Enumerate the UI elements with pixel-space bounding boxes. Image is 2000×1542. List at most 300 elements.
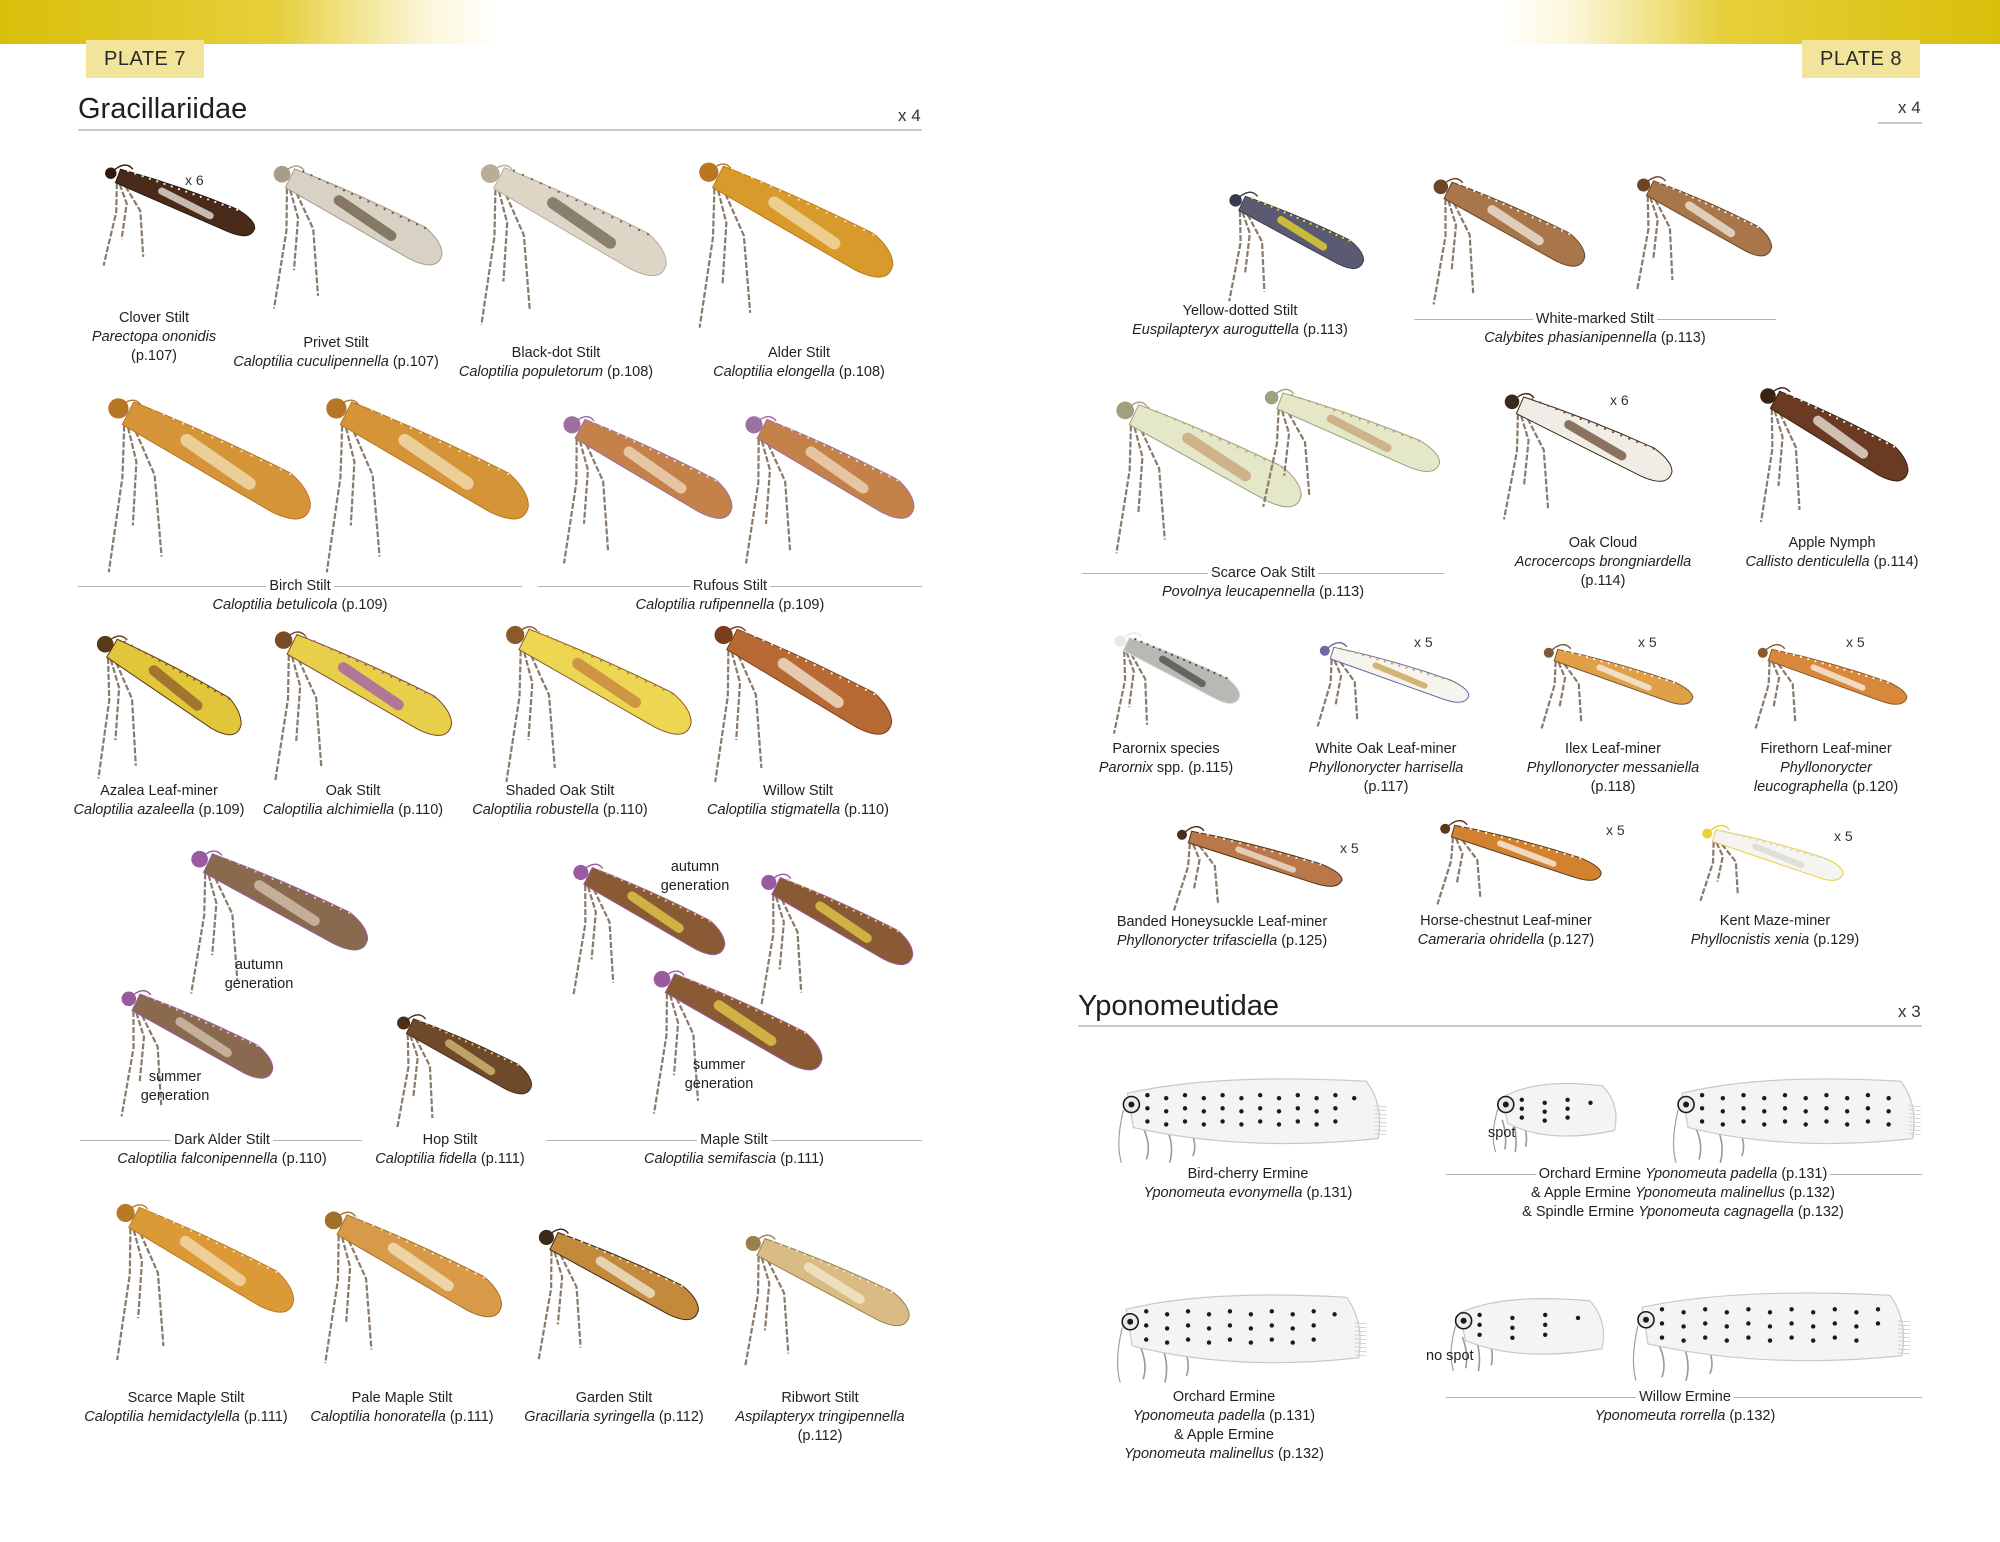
moth-ermine-spot-detail-spot [1543,1118,1547,1122]
moth-white-marked-stilt-a-costa-dot [1488,196,1490,198]
moth-azalea-leaf-miner-costa-dot [186,675,188,677]
moth-rufous-stilt-a-costa-dot [682,464,684,466]
moth-parornix-species-costa-dot [1201,667,1203,669]
moth-maple-stilt-summer-costa-dot [739,1002,741,1004]
moth-orchard-apple-ermine-spot [1144,1323,1148,1327]
moth-azalea-leaf-miner-costa-dot [172,667,174,669]
moth-maple-stilt-summer-costa-dot [755,1009,757,1011]
moth-garden-stilt-leg-1 [555,1252,563,1325]
moth-privet-stilt-leg-2 [297,193,318,296]
moth-scarce-oak-stilt-b-leg-1 [1282,411,1289,476]
moth-firethorn-leaf-miner-leg-2 [1778,664,1795,721]
moth-white-marked-stilt-a-costa-dot [1459,183,1461,185]
moth-hop-stilt-costa-dot [426,1023,428,1025]
moth-rufous-stilt-b-costa-dot [880,472,882,474]
moth-ermine-no-spot-detail-spot [1543,1323,1547,1327]
moth-scarce-oak-stilt-a-head [1116,402,1134,420]
moth-parornix-species-costa-dot [1165,651,1167,653]
moth-parornix-species-costa-dot [1225,677,1227,679]
moth-white-marked-stilt-b-costa-dot [1750,223,1752,225]
moth-willow-stilt-head [715,626,733,644]
caption-horse-chestnut-leaf-miner: Horse-chestnut Leaf-miner Cameraria ohridella (p.127) [1417,913,1595,948]
moth-scarce-maple-stilt-costa-dot [216,1242,218,1244]
moth-maple-stilt-autumn-a-costa-dot [701,917,703,919]
moth-ribwort-stilt-costa-dot [883,1287,885,1289]
moth-firethorn-leaf-miner-leg-1 [1773,662,1780,707]
moth-apple-nymph-costa-dot [1843,421,1845,423]
moth-scarce-maple-stilt-costa-dot [250,1259,252,1261]
moth-willow-ermine-eye [1643,1317,1649,1323]
moth-oak-stilt-costa-dot [330,648,332,650]
moth-ilex-leaf-miner-costa-dot [1615,664,1617,666]
moth-white-marked-stilt-a-leg-1 [1448,201,1456,271]
moth-rufous-stilt-b-costa-dot [856,460,858,462]
moth-willow-ermine-spot [1725,1338,1729,1342]
moth-bird-cherry-ermine-spot [1296,1106,1300,1110]
moth-rufous-stilt-a-leg-1 [580,441,588,524]
moth-banded-honeysuckle-leaf-miner-costa-dot [1303,859,1305,861]
moth-willow-stilt-costa-dot [779,648,781,650]
moth-willow-ermine-spot [1660,1321,1664,1325]
moth-scarce-oak-stilt-b-costa-dot [1384,428,1386,430]
moth-rufous-stilt-a-costa-dot [666,456,668,458]
moth-white-marked-stilt-b-costa-dot [1698,199,1700,201]
caption-bird-cherry-ermine: Bird-cherry Ermine Yponomeuta evonymella (p.131) [1143,1166,1353,1201]
moth-orchard-ermine-group-spot [1886,1109,1890,1113]
moth-scarce-oak-stilt-a-costa-dot [1228,442,1230,444]
moth-rufous-stilt-b-leg-3 [746,439,759,563]
moth-ermine-spot-detail-spot [1588,1101,1592,1105]
moth-banded-honeysuckle-leaf-miner-costa-dot [1287,855,1289,857]
caption-alder-stilt: Alder Stilt Caloptilia elongella (p.108) [713,345,885,380]
moth-white-oak-leaf-miner-costa-dot [1391,662,1393,664]
moth-oak-cloud [1480,385,1680,525]
moth-willow-ermine-spot [1681,1338,1685,1342]
moth-scarce-oak-stilt-a-costa-dot [1210,434,1212,436]
caption-firethorn-leaf-miner: Firethorn Leaf-miner Phyllonorycter leucographella (p.120) [1753,741,1899,795]
moth-apple-nymph-leg-2 [1780,414,1799,510]
moth-orchard-ermine-group-spot [1886,1122,1890,1126]
moth-kent-maze-miner-costa-dot [1783,847,1785,849]
moth-banded-honeysuckle-leaf-miner-costa-dot [1231,840,1233,842]
moth-clover-stilt-costa-dot [163,183,165,185]
moth-ermine-spot-detail-spot [1520,1107,1524,1111]
moth-firethorn-leaf-miner-costa-dot [1800,656,1802,658]
moth-ermine-no-spot-detail-spot [1510,1336,1514,1340]
moth-scarce-maple-stilt-costa-dot [241,1254,243,1256]
moth-orchard-ermine-group-spot [1804,1109,1808,1113]
moth-dark-alder-stilt-autumn-costa-dot [289,885,291,887]
moth-white-marked-stilt-b-costa-dot [1666,185,1668,187]
moth-willow-stilt-costa-dot [856,685,858,687]
moth-willow-ermine-spot [1833,1321,1837,1325]
moth-birch-stilt-a-costa-dot [163,413,165,415]
moth-oak-cloud-leg-3 [1504,414,1518,519]
moth-maple-stilt-autumn-b-costa-dot [838,903,840,905]
moth-orchard-ermine-group-spot [1866,1106,1870,1110]
moth-orchard-ermine-group-spot [1845,1109,1849,1113]
moth-horse-chestnut-leaf-miner [1414,818,1609,908]
moth-yellow-dotted-stilt-costa-dot [1329,231,1331,233]
moth-rufous-stilt-b-costa-dot [791,429,793,431]
caption-oak-stilt: Oak Stilt Caloptilia alchimiella (p.110) [262,783,444,818]
moth-scarce-oak-stilt-a-leg-2 [1142,431,1165,540]
caption-black-dot-stilt: Black-dot Stilt Caloptilia populetorum (p.108) [458,345,654,380]
moth-birch-stilt-a-costa-dot [182,422,184,424]
moth-banded-honeysuckle-leaf-miner-costa-dot [1295,857,1297,859]
moth-ribwort-stilt-costa-dot [835,1267,837,1269]
moth-parornix-species-costa-dot [1159,648,1161,650]
moth-scarce-maple-stilt-costa-dot [199,1234,201,1236]
moth-alder-stilt-head [699,163,718,182]
moth-black-dot-stilt-costa-dot [620,220,622,222]
moth-pale-maple-stilt-leg-2 [349,1240,372,1349]
moth-willow-ermine-spot [1768,1310,1772,1314]
moth-parornix-species [1096,628,1246,738]
moth-scarce-oak-stilt-b-costa-dot [1359,418,1361,420]
moth-white-marked-stilt-b-costa-dot [1744,220,1746,222]
moth-birch-stilt-a-costa-dot [241,450,243,452]
moth-privet-stilt-costa-dot [400,216,402,218]
moth-pale-maple-stilt-head [325,1212,343,1230]
moth-horse-chestnut-leaf-miner-leg-3 [1437,837,1452,904]
moth-pale-maple-stilt-costa-dot [372,1224,374,1226]
moth-scarce-oak-stilt-a-costa-dot [1192,426,1194,428]
moth-birch-stilt-b-leg-1 [346,428,354,526]
moth-shaded-oak-stilt-costa-dot [662,689,664,691]
moth-willow-stilt-costa-dot [831,672,833,674]
moth-maple-stilt-autumn-a-costa-dot [687,910,689,912]
moth-yellow-dotted-stilt-costa-dot [1348,240,1350,242]
moth-clover-stilt-costa-dot [207,198,209,200]
moth-privet-stilt-costa-dot [302,170,304,172]
moth-firethorn-leaf-miner-costa-dot [1836,666,1838,668]
moth-birch-stilt-b [298,385,538,580]
moth-rufous-stilt-a-costa-dot [609,429,611,431]
moth-willow-stilt-leg-3 [715,650,728,782]
moth-dark-alder-stilt-summer-costa-dot [256,1045,258,1047]
moth-shaded-oak-stilt-costa-dot [609,664,611,666]
moth-apple-nymph-costa-dot [1829,414,1831,416]
moth-apple-nymph-costa-dot [1808,403,1810,405]
moth-firethorn-leaf-miner-costa-dot [1843,669,1845,671]
moth-parornix-species-leg-2 [1131,654,1147,725]
moth-azalea-leaf-miner-leg-1 [111,660,119,741]
moth-apple-nymph-costa-dot [1893,446,1895,448]
moth-rufous-stilt-a-costa-dot [714,479,716,481]
moth-ribwort-stilt [722,1226,917,1371]
moth-scarce-maple-stilt-costa-dot [156,1213,158,1215]
caption-hop-stilt: Hop Stilt Caloptilia fidella (p.111) [375,1132,525,1167]
moth-yellow-dotted-stilt-costa-dot [1322,228,1324,230]
moth-birch-stilt-a-costa-dot [250,455,252,457]
moth-yellow-dotted-stilt-costa-dot [1277,208,1279,210]
moth-willow-stilt-costa-dot [865,689,867,691]
moth-oak-stilt-costa-dot [305,636,307,638]
moth-maple-stilt-autumn-b-costa-dot [897,930,899,932]
moth-bird-cherry-ermine-spot [1183,1093,1187,1097]
moth-bird-cherry-ermine-spot [1202,1122,1206,1126]
moth-orchard-apple-ermine-spot [1291,1312,1295,1316]
moth-parornix-species-costa-dot [1140,641,1142,643]
moth-ermine-spot-detail-wing [1502,1084,1616,1137]
moth-birch-stilt-b-costa-dot [371,409,373,411]
moth-dark-alder-stilt-autumn-costa-dot [306,893,308,895]
moth-white-marked-stilt-a-costa-dot [1568,233,1570,235]
moth-maple-stilt-summer-costa-dot [707,987,709,989]
moth-willow-stilt-costa-dot [754,635,756,637]
caption-white-marked-stilt: White-marked Stilt Calybites phasianipennella (p.113) [1484,311,1706,346]
moth-dark-alder-stilt-autumn-costa-dot [237,863,239,865]
caption-kent-maze-miner: Kent Maze-miner Phyllocnistis xenia (p.129) [1690,913,1860,948]
moth-rufous-stilt-a-costa-dot [674,460,676,462]
moth-bird-cherry-ermine-spot [1314,1096,1318,1100]
moth-dark-alder-stilt-autumn-costa-dot [314,897,316,899]
label-dark-alder-autumn-generation: autumn generation [224,957,294,992]
moth-scarce-oak-stilt-b-costa-dot [1418,440,1420,442]
moth-rufous-stilt-a-costa-dot [698,472,700,474]
moth-orchard-ermine-group-spot [1741,1106,1745,1110]
moth-willow-stilt-costa-dot [873,693,875,695]
moth-garden-stilt-costa-dot [588,1244,590,1246]
moth-shaded-oak-stilt-leg-3 [506,650,520,782]
moth-bird-cherry-ermine-spot [1258,1119,1262,1123]
moth-maple-stilt-autumn-a-costa-dot [636,886,638,888]
moth-scarce-oak-stilt-b-costa-dot [1299,397,1301,399]
label-maple-summer-generation: summer generation [684,1057,754,1092]
moth-yellow-dotted-stilt-costa-dot [1264,203,1266,205]
moth-yellow-dotted-stilt-costa-dot [1271,206,1273,208]
moth-horse-chestnut-leaf-miner-costa-dot [1485,832,1487,834]
moth-white-oak-leaf-miner-costa-dot [1355,652,1357,654]
moth-maple-stilt-autumn-b-costa-dot [794,882,796,884]
moth-maple-stilt-summer-costa-dot [763,1013,765,1015]
moth-ermine-spot-detail-spot [1520,1098,1524,1102]
moth-scarce-oak-stilt-a-costa-dot [1156,410,1158,412]
moth-horse-chestnut-leaf-miner-costa-dot [1477,830,1479,832]
moth-rufous-stilt-b-costa-dot [872,468,874,470]
moth-willow-ermine-spot [1768,1338,1772,1342]
moth-white-marked-stilt-b-costa-dot [1718,208,1720,210]
moth-clover-stilt [82,160,262,270]
moth-hop-stilt-costa-dot [484,1049,486,1051]
moth-garden-stilt-costa-dot [573,1237,575,1239]
moth-dark-alder-stilt-summer-costa-dot [242,1038,244,1040]
moth-maple-stilt-autumn-b-costa-dot [882,923,884,925]
moth-bird-cherry-ermine-antenna [1119,1110,1124,1163]
moth-firethorn-leaf-miner-costa-dot [1829,664,1831,666]
moth-scarce-maple-stilt-leg-1 [134,1230,142,1318]
moth-orchard-apple-ermine-spot [1228,1323,1232,1327]
moth-alder-stilt-costa-dot [872,233,874,235]
moth-willow-ermine-spot [1833,1335,1837,1339]
moth-hop-stilt-costa-dot [491,1052,493,1054]
moth-privet-stilt-costa-dot [375,204,377,206]
moth-maple-stilt-autumn-b-costa-dot [860,913,862,915]
moth-birch-stilt-a-leg-1 [128,428,136,526]
caption-shaded-oak-stilt: Shaded Oak Stilt Caloptilia robustella (p.110) [472,783,648,818]
moth-orchard-ermine-group-spot [1762,1096,1766,1100]
mag-white-oak-leaf-miner: x 5 [1414,634,1433,650]
moth-yellow-dotted-stilt-costa-dot [1284,211,1286,213]
moth-clover-stilt-costa-dot [221,203,223,205]
moth-dark-alder-stilt-summer-costa-dot [220,1028,222,1030]
moth-ilex-leaf-miner-costa-dot [1673,681,1675,683]
moth-black-dot-stilt-costa-dot [647,233,649,235]
moth-garden-stilt-costa-dot [642,1268,644,1270]
moth-apple-nymph-costa-dot [1793,396,1795,398]
moth-parornix-species-costa-dot [1213,672,1215,674]
moth-horse-chestnut-leaf-miner-costa-dot [1556,851,1558,853]
moth-white-marked-stilt-a-leg-2 [1454,203,1473,293]
moth-white-marked-stilt-a-costa-dot [1532,216,1534,218]
moth-birch-stilt-b-costa-dot [400,422,402,424]
moth-hop-stilt-costa-dot [439,1029,441,1031]
moth-parornix-species-costa-dot [1207,669,1209,671]
moth-willow-ermine-spot [1746,1321,1750,1325]
family-title-yponomeutidae: Yponomeutidae [1078,990,1280,1022]
moth-ermine-no-spot-detail-wing [1460,1299,1604,1355]
moth-scarce-oak-stilt-b-costa-dot [1342,412,1344,414]
moth-clover-stilt-leg-2 [126,186,144,256]
moth-bird-cherry-ermine-spot [1314,1109,1318,1113]
moth-dark-alder-stilt-summer-costa-dot [176,1008,178,1010]
moth-azalea-leaf-miner-costa-dot [221,694,223,696]
moth-firethorn-leaf-miner-costa-dot [1785,652,1787,654]
moth-ermine-no-spot-detail-spot [1543,1333,1547,1337]
moth-scarce-oak-stilt-b-leg-3 [1263,409,1278,506]
moth-bird-cherry-ermine-spot [1145,1093,1149,1097]
moth-birch-stilt-a-costa-dot [143,404,145,406]
plate-8-scale: x 4 [1898,98,1921,117]
moth-parornix-species-costa-dot [1219,674,1221,676]
moth-parornix-species-leg-3 [1114,651,1125,734]
moth-apple-nymph-costa-dot [1864,431,1866,433]
moth-ribwort-stilt-leg-2 [768,1261,788,1354]
moth-white-marked-stilt-b-leg-2 [1655,200,1672,280]
moth-ermine-spot-detail-spot [1565,1115,1569,1119]
moth-pale-maple-stilt-costa-dot [483,1277,485,1279]
moth-azalea-leaf-miner [78,625,248,785]
moth-shaded-oak-stilt-costa-dot [600,660,602,662]
moth-oak-cloud-costa-dot [1588,421,1590,423]
moth-horse-chestnut-leaf-miner-costa-dot [1579,857,1581,859]
moth-shaded-oak-stilt-costa-dot [627,672,629,674]
moth-garden-stilt [516,1220,706,1365]
moth-white-oak-leaf-miner [1296,640,1476,730]
moth-bird-cherry-ermine-spot [1333,1106,1337,1110]
moth-willow-stilt-costa-dot [822,668,824,670]
moth-azalea-leaf-miner-costa-dot [200,682,202,684]
moth-pale-maple-stilt-costa-dot [381,1228,383,1230]
moth-hop-stilt [378,1008,538,1133]
moth-parornix-species-costa-dot [1189,661,1191,663]
moth-birch-stilt-a [80,385,320,580]
moth-willow-ermine [1614,1268,1914,1383]
moth-firethorn-leaf-miner-costa-dot [1865,675,1867,677]
moth-willow-ermine-spot [1811,1310,1815,1314]
moth-ilex-leaf-miner-costa-dot [1571,652,1573,654]
moth-azalea-leaf-miner-costa-dot [179,671,181,673]
moth-orchard-ermine-group-spot [1824,1106,1828,1110]
moth-ribwort-stilt-costa-dot [828,1264,830,1266]
moth-alder-stilt-costa-dot [844,220,846,222]
moth-scarce-maple-stilt-costa-dot [224,1246,226,1248]
moth-maple-stilt-autumn-a-costa-dot [621,879,623,881]
moth-orchard-ermine-group-eye [1683,1102,1689,1108]
moth-scarce-oak-stilt-a-leg-3 [1116,425,1131,553]
moth-oak-stilt-costa-dot [407,684,409,686]
moth-oak-cloud-costa-dot [1547,405,1549,407]
moth-willow-ermine-spot [1854,1310,1858,1314]
moth-banded-honeysuckle-leaf-miner-costa-dot [1239,842,1241,844]
moth-alder-stilt-costa-dot [751,177,753,179]
moth-alder-stilt-costa-dot [854,225,856,227]
moth-orchard-apple-ermine-spot [1207,1340,1211,1344]
moth-apple-nymph-costa-dot [1886,442,1888,444]
moth-privet-stilt-head [274,166,291,183]
moth-parornix-species-costa-dot [1177,656,1179,658]
moth-maple-stilt-autumn-a-leg-3 [574,885,586,994]
moth-oak-cloud-costa-dot [1596,424,1598,426]
moth-dark-alder-stilt-summer-costa-dot [147,995,149,997]
caption-scarce-maple-stilt: Scarce Maple Stilt Caloptilia hemidactylella (p.111) [84,1390,288,1425]
moth-orchard-apple-ermine-spot [1165,1326,1169,1330]
moth-maple-stilt-autumn-a-costa-dot [672,903,674,905]
moth-oak-cloud-costa-dot [1580,418,1582,420]
moth-white-marked-stilt-b-leg-3 [1637,196,1648,290]
moth-hop-stilt-costa-dot [452,1034,454,1036]
moth-clover-stilt-leg-1 [120,184,127,239]
moth-white-oak-leaf-miner-costa-dot [1384,660,1386,662]
moth-oak-cloud-costa-dot [1563,411,1565,413]
moth-bird-cherry-ermine-spot [1333,1119,1337,1123]
moth-willow-stilt-costa-dot [762,639,764,641]
moth-ilex-leaf-miner-costa-dot [1593,658,1595,660]
moth-rufous-stilt-a-costa-dot [601,425,603,427]
moth-alder-stilt-leg-2 [725,194,750,313]
moth-oak-stilt-costa-dot [365,664,367,666]
moth-maple-stilt-autumn-b-costa-dot [816,893,818,895]
moth-white-marked-stilt-a-costa-dot [1546,223,1548,225]
moth-orchard-apple-ermine-spot [1311,1309,1315,1313]
moth-orchard-ermine-group-spot [1804,1096,1808,1100]
moth-horse-chestnut-leaf-miner-costa-dot [1524,842,1526,844]
family-rule [78,129,922,131]
moth-alder-stilt-costa-dot [770,185,772,187]
moth-willow-ermine-spot [1660,1335,1664,1339]
moth-oak-stilt-costa-dot [373,668,375,670]
moth-clover-stilt-costa-dot [236,209,238,211]
moth-white-marked-stilt-a-costa-dot [1510,206,1512,208]
moth-scarce-maple-stilt-costa-dot [207,1238,209,1240]
moth-oak-cloud-costa-dot [1572,415,1574,417]
moth-birch-stilt-a-costa-dot [270,464,272,466]
moth-white-oak-leaf-miner-costa-dot [1420,671,1422,673]
moth-black-dot-stilt-costa-dot [575,199,577,201]
caption-white-oak-leaf-miner: White Oak Leaf-miner Phyllonorycter harrisella (p.117) [1308,741,1464,795]
moth-hop-stilt-costa-dot [465,1040,467,1042]
moth-white-marked-stilt-a-costa-dot [1554,226,1556,228]
caption-apple-nymph: Apple Nymph Callisto denticulella (p.114) [1745,535,1919,570]
moth-bird-cherry-ermine-spot [1164,1096,1168,1100]
moth-birch-stilt-b-costa-dot [507,473,509,475]
caption-dark-alder-stilt: Dark Alder Stilt Caloptilia falconipennella (p.110) [117,1132,327,1167]
moth-white-oak-leaf-miner-costa-dot [1369,656,1371,658]
moth-white-marked-stilt-b-costa-dot [1737,217,1739,219]
moth-white-marked-stilt-b-costa-dot [1692,196,1694,198]
moth-bird-cherry-ermine-spot [1239,1109,1243,1113]
